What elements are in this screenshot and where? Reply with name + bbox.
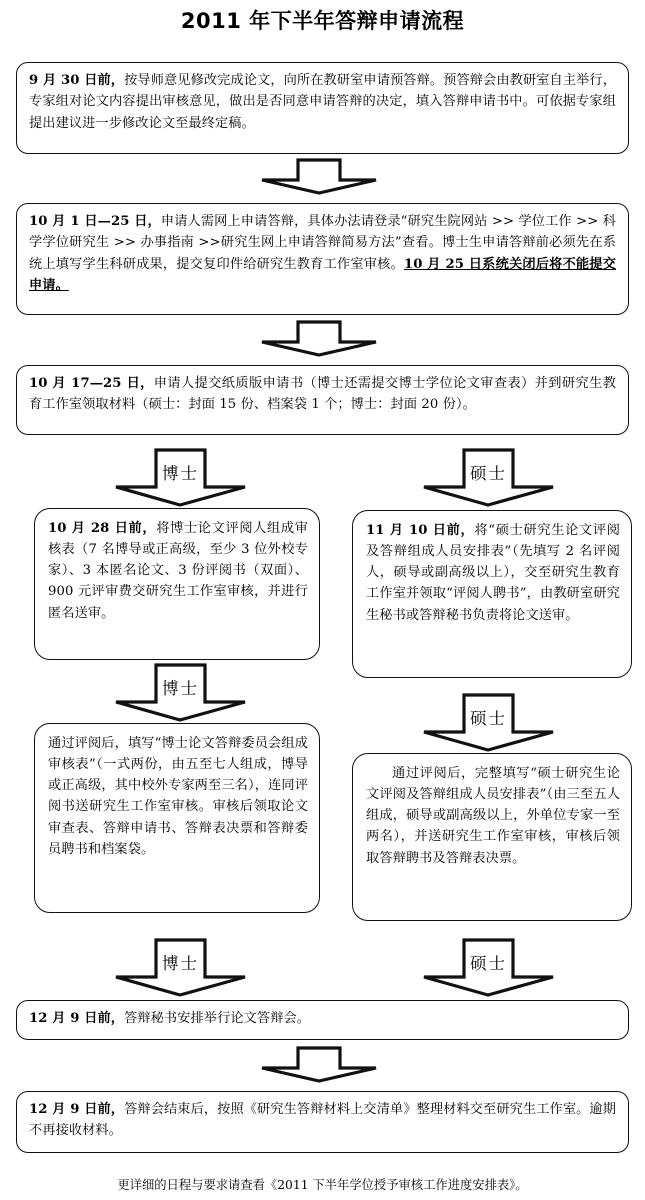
flow-arrow-master-2-label: 硕士 <box>470 709 507 728</box>
step-6-lead: 12 月 9 日前， <box>29 1011 125 1026</box>
flow-arrow-1 <box>262 160 376 193</box>
step-box-7 <box>16 1091 629 1153</box>
step-box-3 <box>16 365 629 435</box>
flow-arrow-doctor-3-label: 博士 <box>162 954 199 973</box>
flow-arrow-doctor-2 <box>116 665 245 720</box>
flow-arrow-doctor-2-label: 博士 <box>162 679 199 698</box>
step-2-stress: 10 月 25 日系统关闭后将不能提交申请。 <box>29 256 616 294</box>
step-1-body: 按导师意见修改完成论文，向所在教研室申请预答辩。预答辩会由教研室自主举行，专家组对论文内容提出审核意见，做出是否同意申请答辩的决定，填入答辩申请书中。可依据专家组提出建议进一步修改论文至最终定稿。 <box>29 73 616 131</box>
step-2-body: 申请人需网上申请答辩，具体办法请登录“研究生院网站 >> 学位工作 >> 科学学位研究生 >> 办事指南 >>研究生网上申请答辩简易方法”查看。博士生申请答辩前必须先在系统上填写学生科研成果，提交复印件给研究生教育工作室审核。 <box>29 214 616 272</box>
step-6-body: 答辩秘书安排举行论文答辩会。 <box>124 1011 311 1026</box>
step-box-2 <box>16 203 629 315</box>
step-box-master-review-prep <box>352 510 632 678</box>
flow-arrow-3 <box>262 1048 376 1081</box>
flow-arrow-doctor-1-label: 博士 <box>162 464 199 483</box>
flow-arrow-master-2 <box>424 695 553 750</box>
step-4-master-lead: 11 月 10 日前， <box>366 523 475 538</box>
flow-arrow-doctor-1 <box>116 450 245 505</box>
footer-note: 更详细的日程与要求请查看《2011 下半年学位授予审核工作进度安排表》。 <box>117 1178 528 1192</box>
flow-arrow-doctor-3 <box>116 940 245 995</box>
step-5-doctor-body: 通过评阅后，填写“博士论文答辩委员会组成审核表”（一式两份，由五至七人组成，博导或正高级，其中校外专家两至三名），连同评阅书送研究生工作室审核。审核后领取论文审查表、答辩申请书、答辩表决票和答辩委员聘书和档案袋。 <box>48 736 308 857</box>
step-4-master-body: 将“硕士研究生论文评阅及答辩组成人员安排表”（先填写 2 名评阅人，硕导或副高级以上），交至研究生教育工作室并领取“评阅人聘书”，由教研室研究生秘书或答辩秘书负责将论文送审。 <box>366 523 621 623</box>
flow-arrow-master-1 <box>424 450 553 505</box>
flow-arrow-master-1-label: 硕士 <box>470 464 507 483</box>
step-3-lead: 10 月 17—25 日， <box>29 376 154 391</box>
step-7-body: 答辩会结束后，按照《研究生答辩材料上交清单》整理材料交至研究生工作室。逾期不再接收材料。 <box>29 1102 616 1139</box>
step-4-doctor-body: 将博士论文评阅人组成审核表（7 名博导或正高级，至少 3 位外校专家）、3 本匿名论文、3 份评阅书（双面）、900 元评审费交研究生工作室审核，并进行匿名送审。 <box>48 521 308 621</box>
flow-arrow-master-3-label: 硕士 <box>470 954 507 973</box>
step-4-doctor-lead: 10 月 28 日前， <box>48 521 157 536</box>
step-5-master-body: 通过评阅后，完整填写“硕士研究生论文评阅及答辩组成人员安排表”（由三至五人组成，硕导或副高级以上，外单位专家一至两名），并送研究生工作室审核，审核后领取答辩聘书及答辩表决票。 <box>366 766 620 866</box>
step-box-6 <box>16 1000 629 1040</box>
step-3-body: 申请人提交纸质版申请书（博士还需提交博士学位论文审查表）并到研究生教育工作室领取材料（硕士：封面 15 份、档案袋 1 个；博士：封面 20 份）。 <box>29 376 616 413</box>
flow-arrow-2 <box>262 322 376 355</box>
step-2-lead: 10 月 1 日—25 日， <box>29 214 161 229</box>
flow-arrow-master-3 <box>424 940 553 995</box>
step-7-lead: 12 月 9 日前， <box>29 1102 125 1117</box>
step-1-lead: 9 月 30 日前， <box>29 73 125 88</box>
step-box-doctor-defense-committee <box>34 723 320 913</box>
page-title: 2011 年下半年答辩申请流程 <box>180 9 465 33</box>
step-box-1 <box>16 62 629 154</box>
step-box-master-defense-committee <box>352 753 632 921</box>
step-box-doctor-review-prep <box>34 508 320 660</box>
